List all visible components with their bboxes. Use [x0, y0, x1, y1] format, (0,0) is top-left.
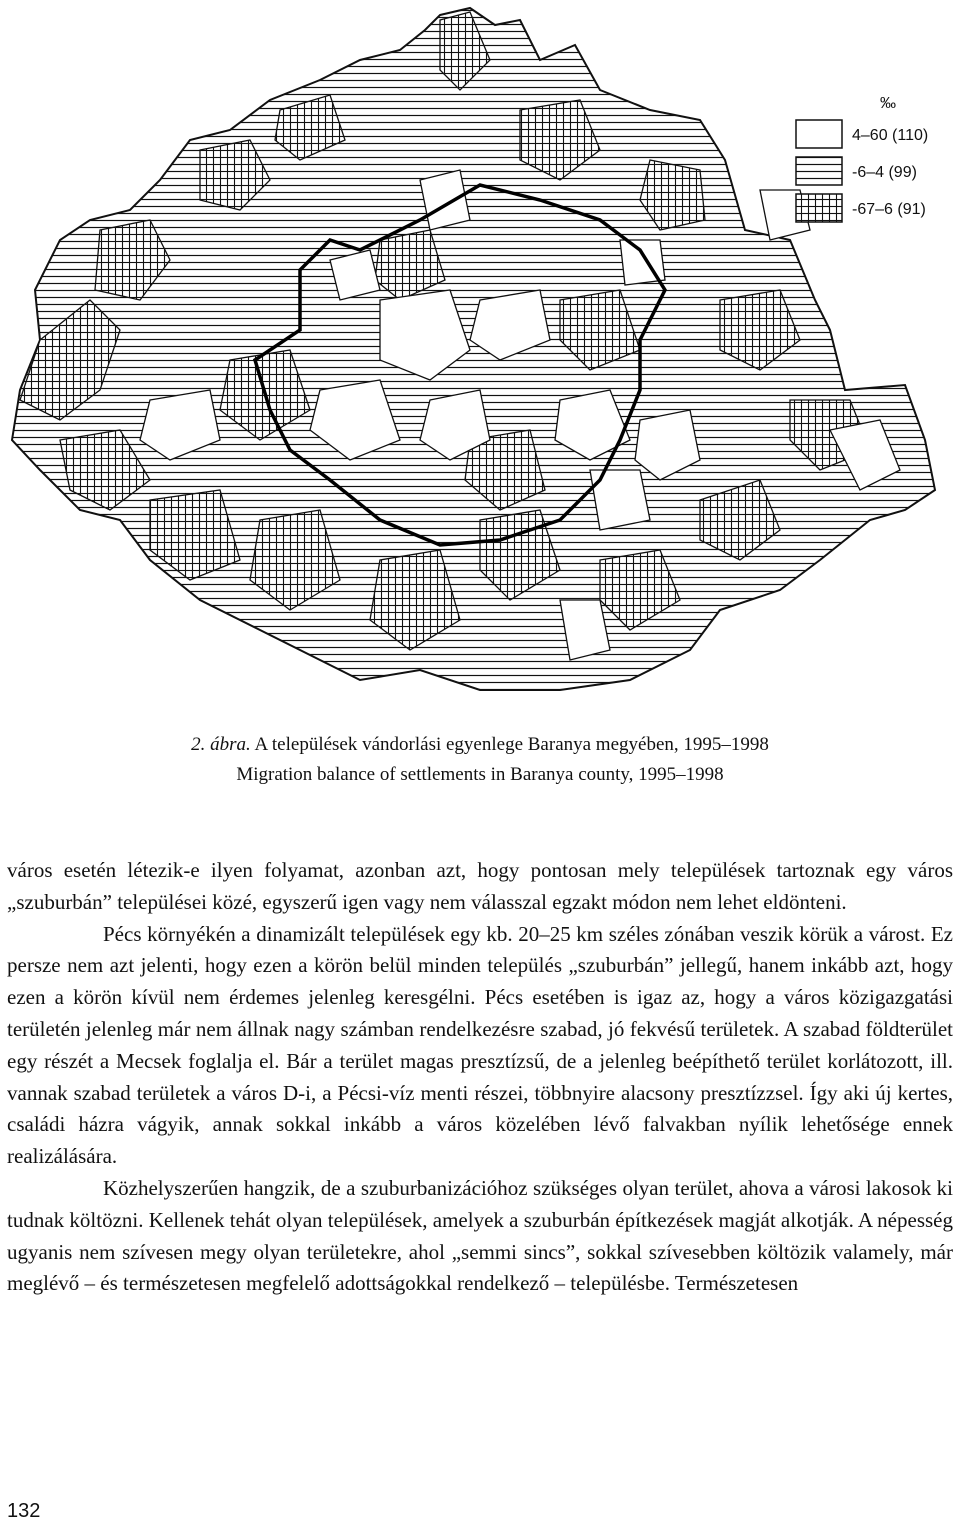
- caption-title-en: Migration balance of settlements in Baranya county, 1995–1998: [236, 764, 724, 785]
- legend-swatch-grid: [796, 194, 842, 222]
- migration-map: [0, 0, 960, 700]
- caption-title-hu: A települések vándorlási egyenlege Baranya megyében, 1995–1998: [254, 734, 769, 755]
- page-number: 132: [7, 1500, 41, 1522]
- legend-swatch-lines: [796, 157, 842, 185]
- paragraph: város esetén létezik-e ilyen folyamat, azonban azt, hogy pontosan mely települések tartoznak egy város „szuburbán” települései közé, egyszerű igen vagy nem válasszal egzakt módon nem lehet eldönteni.: [7, 858, 953, 914]
- map-legend: [796, 95, 928, 222]
- legend-swatch-blank: [796, 120, 842, 148]
- figure-label: 2. ábra.: [191, 734, 251, 755]
- paragraph: Közhelyszerűen hangzik, de a szuburbanizációhoz szükséges olyan terület, ahova a városi lakosok ki tudnak költözni. Kellenek tehát olyan települések, amelyek a szuburbán építkezések magját alkotják. A népesség ugyanis nem szívesen megy olyan területekre, ahol „semmi sincs”, sokkal szívesebben költözik valamely, már meglévő – és természetesen megfelelő adottságokkal rendelkező – településbe. Természetesen: [7, 1175, 953, 1296]
- caption-line-hu: [0, 730, 960, 760]
- paragraph: Pécs környékén a dinamizált települések egy kb. 20–25 km széles zónában veszik körük a várost. Ez persze nem azt jelenti, hogy ezen a körön belül minden település „szuburbán” jellegű, hanem inkább azt, hogy ezen a körön kívül nem érdemes jelenleg keresgélni. Pécs esetében is igaz az, hogy a város közigazgatási területén jelenleg már nem állnak nagy számban rendelkezésre szabad, jó fekvésű területek. A szabad földterület egy részét a Mecsek foglalja el. Bár a terület magas presztízsű, de a jelenleg beépíthető terület korlátozott, ill. vannak szabad területek a város D-i, a Pécsi-víz menti részei, többnyire alacsony presztízzsel. Így aki új kertes, családi házra vágyik, annak sokkal inkább a város közelében lévő falvakban nyílik lehetősége ennek realizálására.: [7, 921, 953, 1169]
- county-outline: [12, 8, 935, 690]
- body-text: [7, 855, 953, 1300]
- legend-unit: ‰: [880, 95, 896, 112]
- figure-caption: [0, 730, 960, 790]
- legend-label-low: -67–6 (91): [852, 201, 926, 218]
- legend-label-high: 4–60 (110): [852, 127, 929, 144]
- legend-label-mid: -6–4 (99): [852, 164, 917, 181]
- map-svg: [0, 0, 960, 700]
